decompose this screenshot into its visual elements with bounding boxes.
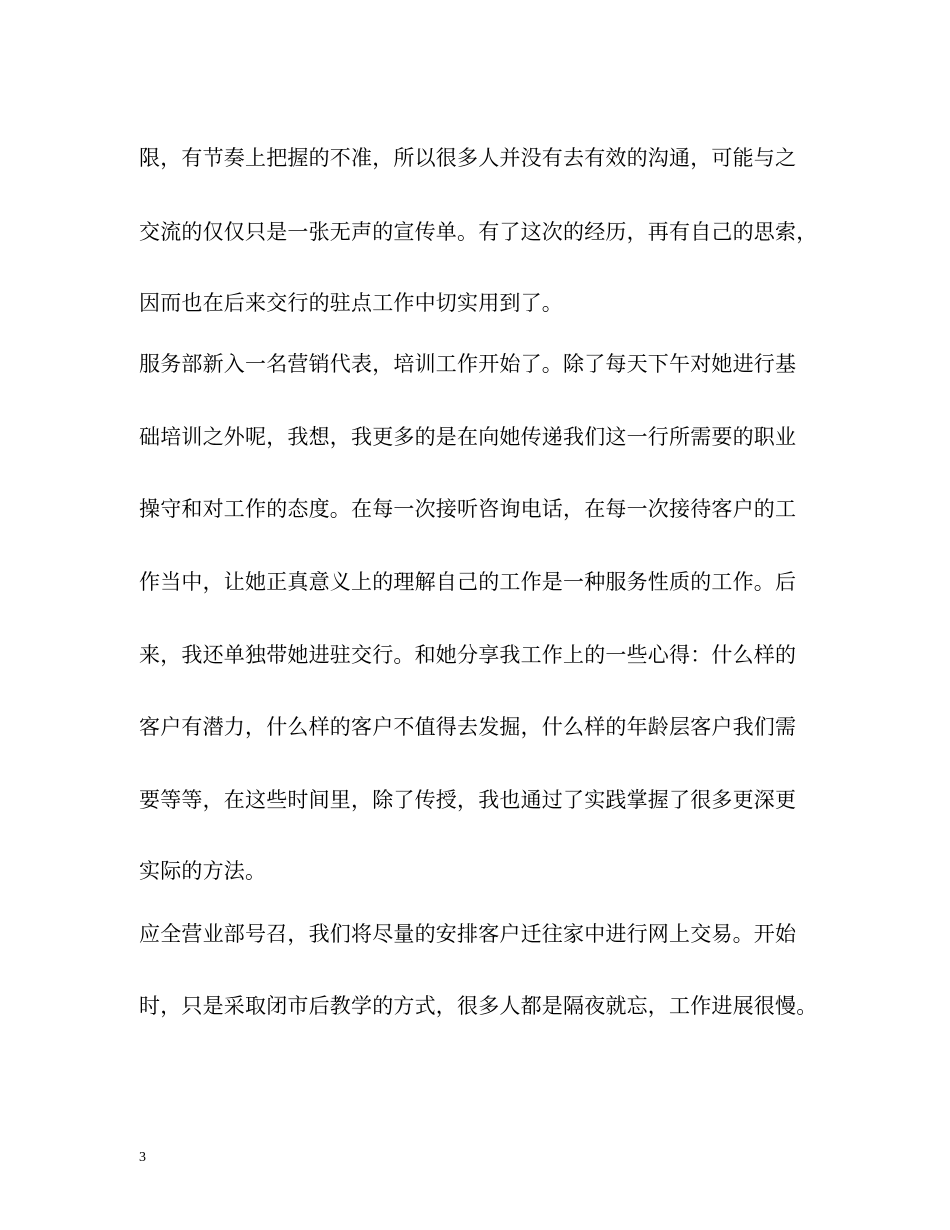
text-line: 客户有潜力，什么样的客户不值得去发掘，什么样的年龄层客户我们需	[139, 715, 797, 739]
text-line: 时，只是采取闭市后教学的方式，很多人都是隔夜就忘，工作进展很慢。	[139, 994, 818, 1018]
text-line: 限，有节奏上把握的不准，所以很多人并没有去有效的沟通，可能与之	[139, 146, 797, 170]
text-line: 因而也在后来交行的驻点工作中切实用到了。	[139, 291, 563, 315]
text-line: 础培训之外呢，我想，我更多的是在向她传递我们这一行所需要的职业	[139, 425, 797, 449]
text-line: 交流的仅仅只是一张无声的宣传单。有了这次的经历，再有自己的思索，	[139, 220, 818, 244]
page-number: 3	[139, 1150, 146, 1165]
text-line: 应全营业部号召，我们将尽量的安排客户迁往家中进行网上交易。开始	[139, 922, 797, 946]
text-line: 服务部新入一名营销代表，培训工作开始了。除了每天下午对她进行基	[139, 352, 797, 376]
text-line: 来，我还单独带她进驻交行。和她分享我工作上的一些心得：什么样的	[139, 643, 797, 667]
text-line: 作当中，让她正真意义上的理解自己的工作是一种服务性质的工作。后	[139, 570, 797, 594]
text-line: 实际的方法。	[139, 859, 267, 883]
text-line: 要等等，在这些时间里，除了传授，我也通过了实践掌握了很多更深更	[139, 788, 797, 812]
text-line: 操守和对工作的态度。在每一次接听咨询电话，在每一次接待客户的工	[139, 497, 797, 521]
